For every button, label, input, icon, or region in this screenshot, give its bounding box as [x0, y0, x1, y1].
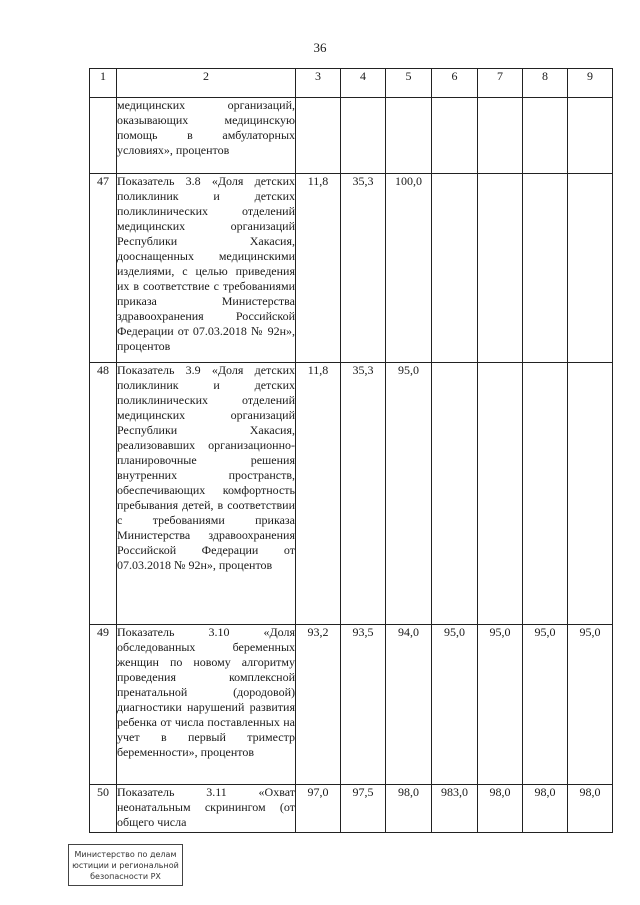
row-value: 35,3 — [341, 174, 386, 363]
row-number — [90, 98, 117, 174]
row-value — [523, 174, 568, 363]
header-cell: 8 — [523, 69, 568, 98]
row-indicator-text: медицинских организаций, оказывающих медицинскую помощь в амбулаторных условиях», процентов — [117, 98, 296, 174]
row-number: 50 — [90, 785, 117, 833]
row-value: 95,0 — [568, 625, 613, 785]
row-indicator-text: Показатель 3.9 «Доля детских поликлиник и детских поликлинических отделений медицинских организаций Республики Хакасия, реализовавших организационно-планировочные решения внутренних пространств, обеспечивающих комфортность пребывания детей, в соответствии с требованиями приказа Министерства здравоохранения Российской Федерации от 07.03.2018 № 92н», процентов — [117, 363, 296, 625]
row-value: 94,0 — [386, 625, 432, 785]
row-value: 95,0 — [523, 625, 568, 785]
row-value: 98,0 — [478, 785, 523, 833]
table-header-row — [90, 69, 613, 98]
header-cell: 7 — [478, 69, 523, 98]
row-value — [296, 98, 341, 174]
row-value: 95,0 — [386, 363, 432, 625]
header-cell: 3 — [296, 69, 341, 98]
row-value: 97,5 — [341, 785, 386, 833]
row-indicator-text: Показатель 3.10 «Доля обследованных беременных женщин по новому алгоритму проведения комплексной пренатальной (дородовой) диагностики нарушений развития ребенка от числа поставленных на учет в первый триместр беременности», процентов — [117, 625, 296, 785]
row-value: 93,5 — [341, 625, 386, 785]
row-value: 98,0 — [568, 785, 613, 833]
row-value — [341, 98, 386, 174]
row-value — [568, 363, 613, 625]
row-number: 48 — [90, 363, 117, 625]
page-number: 36 — [313, 40, 327, 55]
row-value — [478, 98, 523, 174]
header-cell: 9 — [568, 69, 613, 98]
row-value — [386, 98, 432, 174]
row-value — [432, 363, 478, 625]
row-value — [523, 98, 568, 174]
row-value: 11,8 — [296, 363, 341, 625]
registration-stamp — [68, 844, 183, 886]
table-row — [90, 363, 613, 625]
row-value — [568, 174, 613, 363]
row-number: 49 — [90, 625, 117, 785]
header-cell: 6 — [432, 69, 478, 98]
row-indicator-text: Показатель 3.11 «Охват неонатальным скринингом (от общего числа — [117, 785, 296, 833]
row-value: 97,0 — [296, 785, 341, 833]
row-value: 983,0 — [432, 785, 478, 833]
row-value — [523, 363, 568, 625]
row-indicator-text: Показатель 3.8 «Доля детских поликлиник и детских поликлинических отделений медицинских организаций Республики Хакасия, дооснащенных медицинскими изделиями, с целью приведения их в соответствие с требованиями приказа Министерства здравоохранения Российской Федерации от 07.03.2018 № 92н», процентов — [117, 174, 296, 363]
header-cell: 2 — [117, 69, 296, 98]
row-value — [432, 98, 478, 174]
row-value: 95,0 — [432, 625, 478, 785]
row-value: 98,0 — [386, 785, 432, 833]
indicators-table — [89, 68, 613, 833]
row-value — [478, 174, 523, 363]
header-cell: 4 — [341, 69, 386, 98]
row-value — [478, 363, 523, 625]
row-value: 93,2 — [296, 625, 341, 785]
stamp-line: безопасности РХ — [90, 872, 161, 881]
header-cell: 1 — [90, 69, 117, 98]
stamp-line: юстиции и региональной — [72, 861, 179, 870]
header-cell: 5 — [386, 69, 432, 98]
row-value: 11,8 — [296, 174, 341, 363]
row-value — [432, 174, 478, 363]
row-value: 35,3 — [341, 363, 386, 625]
row-value: 98,0 — [523, 785, 568, 833]
row-value: 95,0 — [478, 625, 523, 785]
table-row — [90, 98, 613, 174]
table-row — [90, 174, 613, 363]
row-value: 100,0 — [386, 174, 432, 363]
table-row — [90, 785, 613, 833]
table-row — [90, 625, 613, 785]
stamp-line: Министерство по делам — [74, 850, 177, 859]
row-number: 47 — [90, 174, 117, 363]
row-value — [568, 98, 613, 174]
